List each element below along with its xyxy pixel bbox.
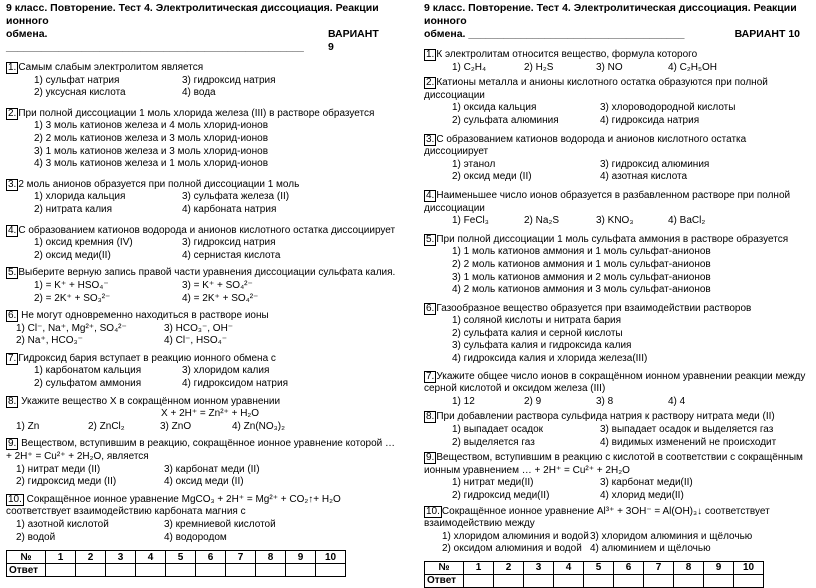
answer-option[interactable]: 4) 3 моль катионов железа и 1 моль хлорид-ионов — [34, 158, 269, 170]
answer-options-row — [424, 272, 812, 285]
answer-option[interactable]: 2) оксид меди (II) — [452, 171, 532, 183]
question-text — [6, 396, 398, 409]
title — [424, 2, 812, 41]
question-text — [6, 438, 398, 463]
answer-option[interactable]: 2) H₂S — [524, 61, 554, 73]
answer-option[interactable]: 2) сульфатом аммония — [34, 378, 142, 390]
answer-option[interactable]: 2) 2 моль катионов аммония и 1 моль сульфат-анионов — [452, 258, 711, 270]
spacer — [6, 171, 398, 179]
table-column-header: 3 — [524, 561, 554, 574]
answer-option[interactable]: 1) нитрат меди(II) — [452, 477, 534, 489]
answer-option[interactable]: 1) выпадает осадок — [452, 424, 544, 436]
answer-options-row — [6, 146, 398, 159]
question-number: 6. — [426, 302, 435, 314]
answer-options-row — [6, 532, 398, 545]
question-stem: С образованием катионов водорода и анионов кислотного остатка диссоциирует — [424, 133, 747, 158]
answer-option[interactable]: 4) BaCl₂ — [668, 215, 706, 227]
answer-options-row — [424, 215, 812, 228]
answer-option[interactable]: 1) оксид кремния (IV) — [34, 237, 133, 249]
question-number: 7. — [426, 370, 435, 382]
answer-options-row — [6, 519, 398, 532]
answer-option[interactable]: 2) нитрата калия — [34, 203, 113, 215]
question-number: 5. — [8, 267, 17, 279]
table-column-header: 7 — [644, 561, 674, 574]
answer-option[interactable]: 4) = 2K⁺ + SO₄²⁻ — [182, 292, 259, 304]
answer-option[interactable]: 4) 4 — [668, 395, 686, 407]
answer-options-row — [424, 102, 812, 115]
answer-cell[interactable] — [136, 564, 166, 577]
spacer — [6, 544, 398, 548]
answer-options-row — [424, 396, 812, 409]
answer-option[interactable]: 1) 1 моль катионов аммония и 1 моль сульфат-анионов — [452, 246, 711, 258]
answer-cell[interactable] — [286, 564, 316, 577]
answer-cell[interactable] — [524, 574, 554, 587]
answer-cell[interactable] — [674, 574, 704, 587]
question-text — [424, 49, 812, 62]
question-stem: Катионы металла и анионы кислотного остатка образуются при полной диссоциации — [424, 77, 768, 101]
answer-options-row — [6, 158, 398, 171]
table-column-header: 8 — [674, 561, 704, 574]
answer-option[interactable]: 4) сернистая кислота — [182, 249, 281, 261]
answer-options-row — [424, 490, 812, 503]
table-column-header: 2 — [76, 551, 106, 564]
answer-option[interactable]: 1) 12 — [452, 395, 475, 407]
answer-option[interactable]: 3) кремниевой кислотой — [164, 519, 276, 530]
question-block — [424, 49, 812, 74]
answer-options-row — [6, 464, 398, 477]
question-stem: При полной диссоциации 1 моль сульфата аммония в растворе образуется — [436, 233, 789, 245]
answer-option[interactable]: 3) гидроксид натрия — [182, 237, 276, 249]
answer-cell[interactable] — [256, 564, 286, 577]
answer-options-row — [6, 191, 398, 204]
answer-option[interactable]: 2) сульфата калия и серной кислоты — [452, 327, 623, 339]
answer-options-row — [424, 353, 812, 366]
answer-options-row — [424, 340, 812, 353]
question-stem: Выберите верную запись правой части уравнения диссоциации сульфата калия. — [18, 267, 396, 279]
question-number: 5. — [426, 233, 435, 245]
answer-cell[interactable] — [584, 574, 614, 587]
answer-options-row — [6, 378, 398, 391]
answer-options-row — [6, 421, 398, 434]
question-list — [424, 49, 812, 588]
question-block — [424, 452, 812, 502]
answer-options-row — [424, 62, 812, 75]
spacer — [424, 556, 812, 559]
answer-option[interactable]: 2) оксид меди(II) — [34, 249, 111, 261]
answer-option[interactable]: 2) Na⁺, HCO₃⁻ — [16, 335, 83, 347]
answer-option[interactable]: 1) = K⁺ + HSO₄⁻ — [34, 279, 109, 291]
question-number: 1. — [426, 49, 435, 60]
question-text — [424, 506, 812, 531]
table-column-header: 1 — [46, 551, 76, 564]
question-text — [424, 77, 812, 102]
question-block — [424, 134, 812, 184]
answer-options-row — [6, 120, 398, 133]
answer-option[interactable]: 3) 1 моль катионов железа и 3 моль хлорид-ионов — [34, 145, 269, 157]
table-column-header: 9 — [704, 561, 734, 574]
answer-option[interactable]: 2) гидроксид меди(II) — [452, 490, 550, 501]
answer-option[interactable]: 4) карбоната натрия — [182, 203, 277, 215]
answer-cell[interactable] — [316, 564, 346, 577]
question-number: 6. — [8, 310, 17, 322]
table-column-header: 3 — [106, 551, 136, 564]
question-stem: К электролитам относится вещество, формула которого — [436, 49, 698, 60]
question-text — [424, 452, 812, 477]
answer-option[interactable]: 2) уксусная кислота — [34, 87, 126, 99]
question-number: 8. — [426, 411, 435, 423]
answer-cell[interactable] — [494, 574, 524, 587]
table-answer-label: Ответ — [425, 574, 464, 587]
answer-option[interactable]: 3) ZnO — [160, 420, 192, 432]
answer-option[interactable]: 3) гидроксид алюминия — [600, 158, 710, 170]
answer-option[interactable]: 3) 8 — [596, 395, 614, 407]
answer-table — [424, 561, 764, 588]
question-number: 10. — [426, 505, 440, 517]
answer-option[interactable]: 3) HCO₃⁻, OH⁻ — [164, 322, 234, 334]
question-block — [6, 353, 398, 391]
answer-option[interactable]: 4) видимых изменений не происходит — [600, 436, 777, 448]
question-list — [6, 62, 398, 577]
answer-options-row — [424, 171, 812, 184]
question-text — [424, 303, 812, 316]
question-text — [424, 234, 812, 247]
answer-option[interactable]: 3) 1 моль катионов аммония и 2 моль сульфат-анионов — [452, 271, 711, 283]
answer-options-row — [424, 437, 812, 450]
answer-cell[interactable] — [464, 574, 494, 587]
question-stem: Сокращённое ионное уравнение Al³⁺ + 3OH⁻ = Al(OH)₃↓ соответствует взаимодействию между — [424, 505, 770, 530]
question-number: 4. — [426, 189, 435, 201]
answer-option[interactable]: 2) ZnCl₂ — [88, 420, 125, 432]
answer-options-row — [6, 280, 398, 293]
answer-options-row — [6, 237, 398, 250]
question-block — [6, 62, 398, 100]
question-number: 1. — [8, 62, 17, 73]
variant-9-column — [6, 0, 398, 577]
question-number: 2. — [426, 77, 435, 89]
answer-options-row — [6, 250, 398, 263]
question-number: 10. — [8, 493, 22, 505]
answer-options-row — [6, 204, 398, 217]
answer-option[interactable]: 4) C₂H₅OH — [668, 61, 718, 73]
question-stem: С образованием катионов водорода и анионов кислотного остатка диссоциирует — [18, 224, 396, 236]
answer-option[interactable]: 1) этанол — [452, 158, 496, 170]
table-column-header: 6 — [196, 551, 226, 564]
answer-option[interactable]: 1) 3 моль катионов железа и 4 моль хлорид-ионов — [34, 120, 269, 132]
table-column-header: 1 — [464, 561, 494, 574]
variant-label: ВАРИАНТ 10 — [734, 28, 800, 40]
question-stem: Наименьшее число ионов образуется в разбавленном растворе при полной диссоциации — [424, 189, 791, 214]
answer-option[interactable]: 2) водой — [16, 531, 56, 543]
question-block — [6, 310, 398, 348]
answer-option[interactable]: 2) сульфата алюминия — [452, 114, 559, 126]
answer-option[interactable]: 3) гидроксид натрия — [182, 74, 276, 86]
question-block — [6, 267, 398, 305]
answer-options-row — [6, 293, 398, 306]
question-block — [6, 108, 398, 171]
answer-option[interactable]: 2) Na₂S — [524, 215, 560, 227]
answer-option[interactable]: 3) выпадает осадок и выделяется газ — [600, 424, 774, 436]
table-column-header: 2 — [494, 561, 524, 574]
answer-options-row — [424, 424, 812, 437]
spacer — [6, 100, 398, 108]
answer-option[interactable]: 2) гидроксид меди (II) — [16, 476, 117, 488]
answer-cell[interactable] — [734, 574, 764, 587]
answer-options-row — [6, 365, 398, 378]
answer-option[interactable]: 4) гидроксидом натрия — [182, 378, 288, 390]
question-block — [6, 225, 398, 263]
question-number: 9. — [8, 438, 17, 450]
table-column-header: 6 — [614, 561, 644, 574]
table-column-header: 9 — [286, 551, 316, 564]
question-stem: Не могут одновременно находиться в растворе ионы — [18, 310, 269, 322]
question-number: 4. — [8, 224, 17, 236]
answer-options-row — [6, 335, 398, 348]
answer-option[interactable]: 3) = K⁺ + SO₄²⁻ — [182, 279, 253, 291]
answer-option[interactable]: 3) NO — [596, 61, 623, 73]
question-text — [6, 310, 398, 323]
question-text — [6, 225, 398, 238]
answer-option[interactable]: 1) FeCl₃ — [452, 215, 489, 227]
question-block — [6, 179, 398, 217]
answer-option[interactable]: 1) Zn — [16, 420, 40, 432]
answer-option[interactable]: 4) хлорид меди(II) — [600, 490, 684, 501]
answer-cell[interactable] — [76, 564, 106, 577]
answer-option[interactable]: 4) гидроксида натрия — [600, 114, 700, 126]
answer-option[interactable]: 4) водородом — [164, 531, 227, 543]
answer-cell[interactable] — [166, 564, 196, 577]
table-column-header: 7 — [226, 551, 256, 564]
table-column-header: 5 — [584, 561, 614, 574]
question-text — [6, 353, 398, 366]
question-text — [424, 190, 812, 215]
answer-cell[interactable] — [226, 564, 256, 577]
question-number: 3. — [426, 133, 435, 145]
answer-option[interactable]: 3) карбонат меди (II) — [164, 463, 260, 475]
answer-option[interactable]: 4) Zn(NO₃)₂ — [232, 420, 285, 432]
answer-option[interactable]: 3) KNO₃ — [596, 215, 634, 227]
answer-option[interactable]: 2) оксидом алюминия и водой — [442, 543, 582, 555]
answer-option[interactable]: 3) хлоридом алюминия и щёлочью — [590, 530, 753, 542]
question-stem: При полной диссоциации 1 моль хлорида железа (III) в растворе образуется — [18, 107, 375, 119]
title — [6, 2, 398, 54]
table-header-number: № — [425, 561, 464, 574]
answer-option[interactable]: 1) нитрат меди (II) — [16, 463, 101, 475]
table-answer-label: Ответ — [7, 564, 46, 577]
table-column-header: 10 — [734, 561, 764, 574]
question-stem: Веществом, вступившим в реакцию, сокращённое ионное уравнение которой … + 2H⁺ = Cu²⁺ + 2H₂O, является — [6, 438, 395, 463]
question-stem: Гидроксид бария вступает в реакцию ионного обмена с — [18, 352, 276, 364]
question-number: 3. — [8, 178, 17, 190]
answer-option[interactable]: 1) хлорида кальция — [34, 191, 126, 203]
answer-cell[interactable] — [704, 574, 734, 587]
answer-option[interactable]: 4) алюминием и щёлочью — [590, 543, 711, 555]
variant-10-column — [424, 0, 812, 588]
question-block — [424, 506, 812, 556]
answer-option[interactable]: 3) карбонат меди(II) — [600, 477, 693, 489]
question-stem: Самым слабым электролитом является — [18, 62, 204, 73]
answer-options-row — [424, 543, 812, 556]
answer-option[interactable]: 3) хлороводородной кислоты — [600, 102, 736, 114]
table-column-header: 10 — [316, 551, 346, 564]
answer-option[interactable]: 2) 2 моль катионов железа и 3 моль хлорид-ионов — [34, 132, 269, 144]
question-text — [6, 494, 398, 519]
answer-option[interactable]: 2) 9 — [524, 395, 542, 407]
question-block — [424, 234, 812, 297]
answer-option[interactable]: 2) выделяется газ — [452, 436, 535, 448]
title-line-1: 9 класс. Повторение. Тест 4. Электролитическая диссоциация. Реакции ионного — [6, 2, 379, 27]
answer-options-row — [424, 531, 812, 544]
question-text — [6, 62, 398, 75]
answer-options-row — [6, 87, 398, 100]
answer-cell[interactable] — [614, 574, 644, 587]
answer-option[interactable]: 1) оксида кальция — [452, 102, 537, 114]
question-number: 2. — [8, 107, 17, 119]
answer-option[interactable]: 3) сульфата калия и гидроксида калия — [452, 340, 632, 352]
answer-table — [6, 550, 346, 577]
answer-cell[interactable] — [106, 564, 136, 577]
table-column-header: 5 — [166, 551, 196, 564]
answer-cell[interactable] — [554, 574, 584, 587]
spacer — [6, 217, 398, 225]
answer-option[interactable]: 3) сульфата железа (II) — [182, 191, 290, 203]
question-stem: Веществом, вступившим в реакцию с кислотой в соответствии с сокращённым ионным уравнением … + 2H⁺ = Cu²⁺ + 2H₂O — [424, 452, 803, 476]
question-text — [424, 411, 812, 424]
answer-option[interactable]: 1) сульфат натрия — [34, 74, 120, 86]
question-number: 9. — [426, 452, 435, 464]
question-text — [424, 371, 812, 396]
answer-option[interactable]: 3) хлоридом калия — [182, 365, 270, 377]
answer-option[interactable]: 1) C₂H₄ — [452, 61, 487, 73]
answer-options-row — [6, 476, 398, 489]
table-header-number: № — [7, 551, 46, 564]
answer-cell[interactable] — [196, 564, 226, 577]
answer-option[interactable]: 1) Cl⁻, Na⁺, Mg²⁺, SO₄²⁻ — [16, 322, 127, 334]
question-stem: Укажите вещество X в сокращённом ионном уравнении — [18, 395, 281, 407]
answer-option[interactable]: 1) азотной кислотой — [16, 519, 109, 530]
answer-option[interactable]: 4) 2 моль катионов аммония и 3 моль сульфат-анионов — [452, 284, 711, 296]
question-stem: 2 моль анионов образуется при полной диссоциации 1 моль — [18, 178, 300, 190]
question-block — [424, 371, 812, 409]
question-block — [424, 190, 812, 228]
question-block — [6, 438, 398, 488]
question-number: 8. — [8, 395, 17, 407]
answer-option[interactable]: 4) оксид меди (II) — [164, 476, 244, 488]
answer-option[interactable]: 1) соляной кислоты и нитрата бария — [452, 315, 622, 327]
answer-options-row — [424, 246, 812, 259]
question-block — [6, 396, 398, 434]
question-block — [424, 77, 812, 127]
question-stem: Газообразное вещество образуется при взаимодействии растворов — [436, 302, 752, 314]
table-column-header: 4 — [554, 561, 584, 574]
answer-options-row — [6, 133, 398, 146]
table-column-header: 4 — [136, 551, 166, 564]
question-stem: Укажите общее число ионов в сокращённом ионном уравнении реакции между серной кислотой и оксидом железа (III) — [424, 370, 806, 395]
answer-cell[interactable] — [644, 574, 674, 587]
title-line-2: обмена. ___________________________________________________ — [6, 28, 304, 53]
question-stem: При добавлении раствора сульфида натрия к раствору нитрата меди (II) — [436, 411, 775, 423]
answer-option[interactable]: 2) = 2K⁺ + SO₃²⁻ — [34, 292, 111, 304]
answer-options-row — [6, 323, 398, 336]
equation: X + 2H⁺ = Zn²⁺ + H₂O — [161, 408, 260, 420]
question-block — [6, 494, 398, 544]
answer-option[interactable]: 4) гидроксида калия и хлорида железа(III) — [452, 353, 648, 365]
answer-options-row — [424, 115, 812, 128]
answer-options-row — [424, 315, 812, 328]
answer-option[interactable]: 1) карбонатом кальция — [34, 365, 142, 377]
title-line-1: 9 класс. Повторение. Тест 4. Электролитическая диссоциация. Реакции ионного — [424, 2, 797, 27]
answer-options-row — [424, 284, 812, 297]
question-block — [424, 411, 812, 449]
answer-options-row — [424, 259, 812, 272]
variant-label: ВАРИАНТ 9 — [327, 28, 379, 53]
table-column-header: 8 — [256, 551, 286, 564]
answer-option[interactable]: 1) хлоридом алюминия и водой — [442, 530, 589, 542]
answer-option[interactable]: 4) вода — [182, 87, 216, 99]
answer-options-row — [6, 75, 398, 88]
question-text — [6, 267, 398, 280]
title-line-2: обмена. _____________________________________ — [424, 28, 685, 40]
question-text — [6, 108, 398, 121]
answer-cell[interactable] — [46, 564, 76, 577]
question-number: 7. — [8, 352, 17, 364]
question-text — [424, 134, 812, 159]
answer-options-row — [424, 159, 812, 172]
question-text — [6, 179, 398, 192]
answer-options-row — [424, 477, 812, 490]
answer-option[interactable]: 4) азотная кислота — [600, 171, 688, 183]
question-block — [424, 303, 812, 366]
answer-options-row — [424, 328, 812, 341]
answer-option[interactable]: 4) Cl⁻, HSO₄⁻ — [164, 335, 227, 347]
question-stem: Сокращённое ионное уравнение MgCO₃ + 2H⁺ = Mg²⁺ + CO₂↑+ H₂O соответствует взаимодействию карбоната магния с — [6, 493, 341, 518]
